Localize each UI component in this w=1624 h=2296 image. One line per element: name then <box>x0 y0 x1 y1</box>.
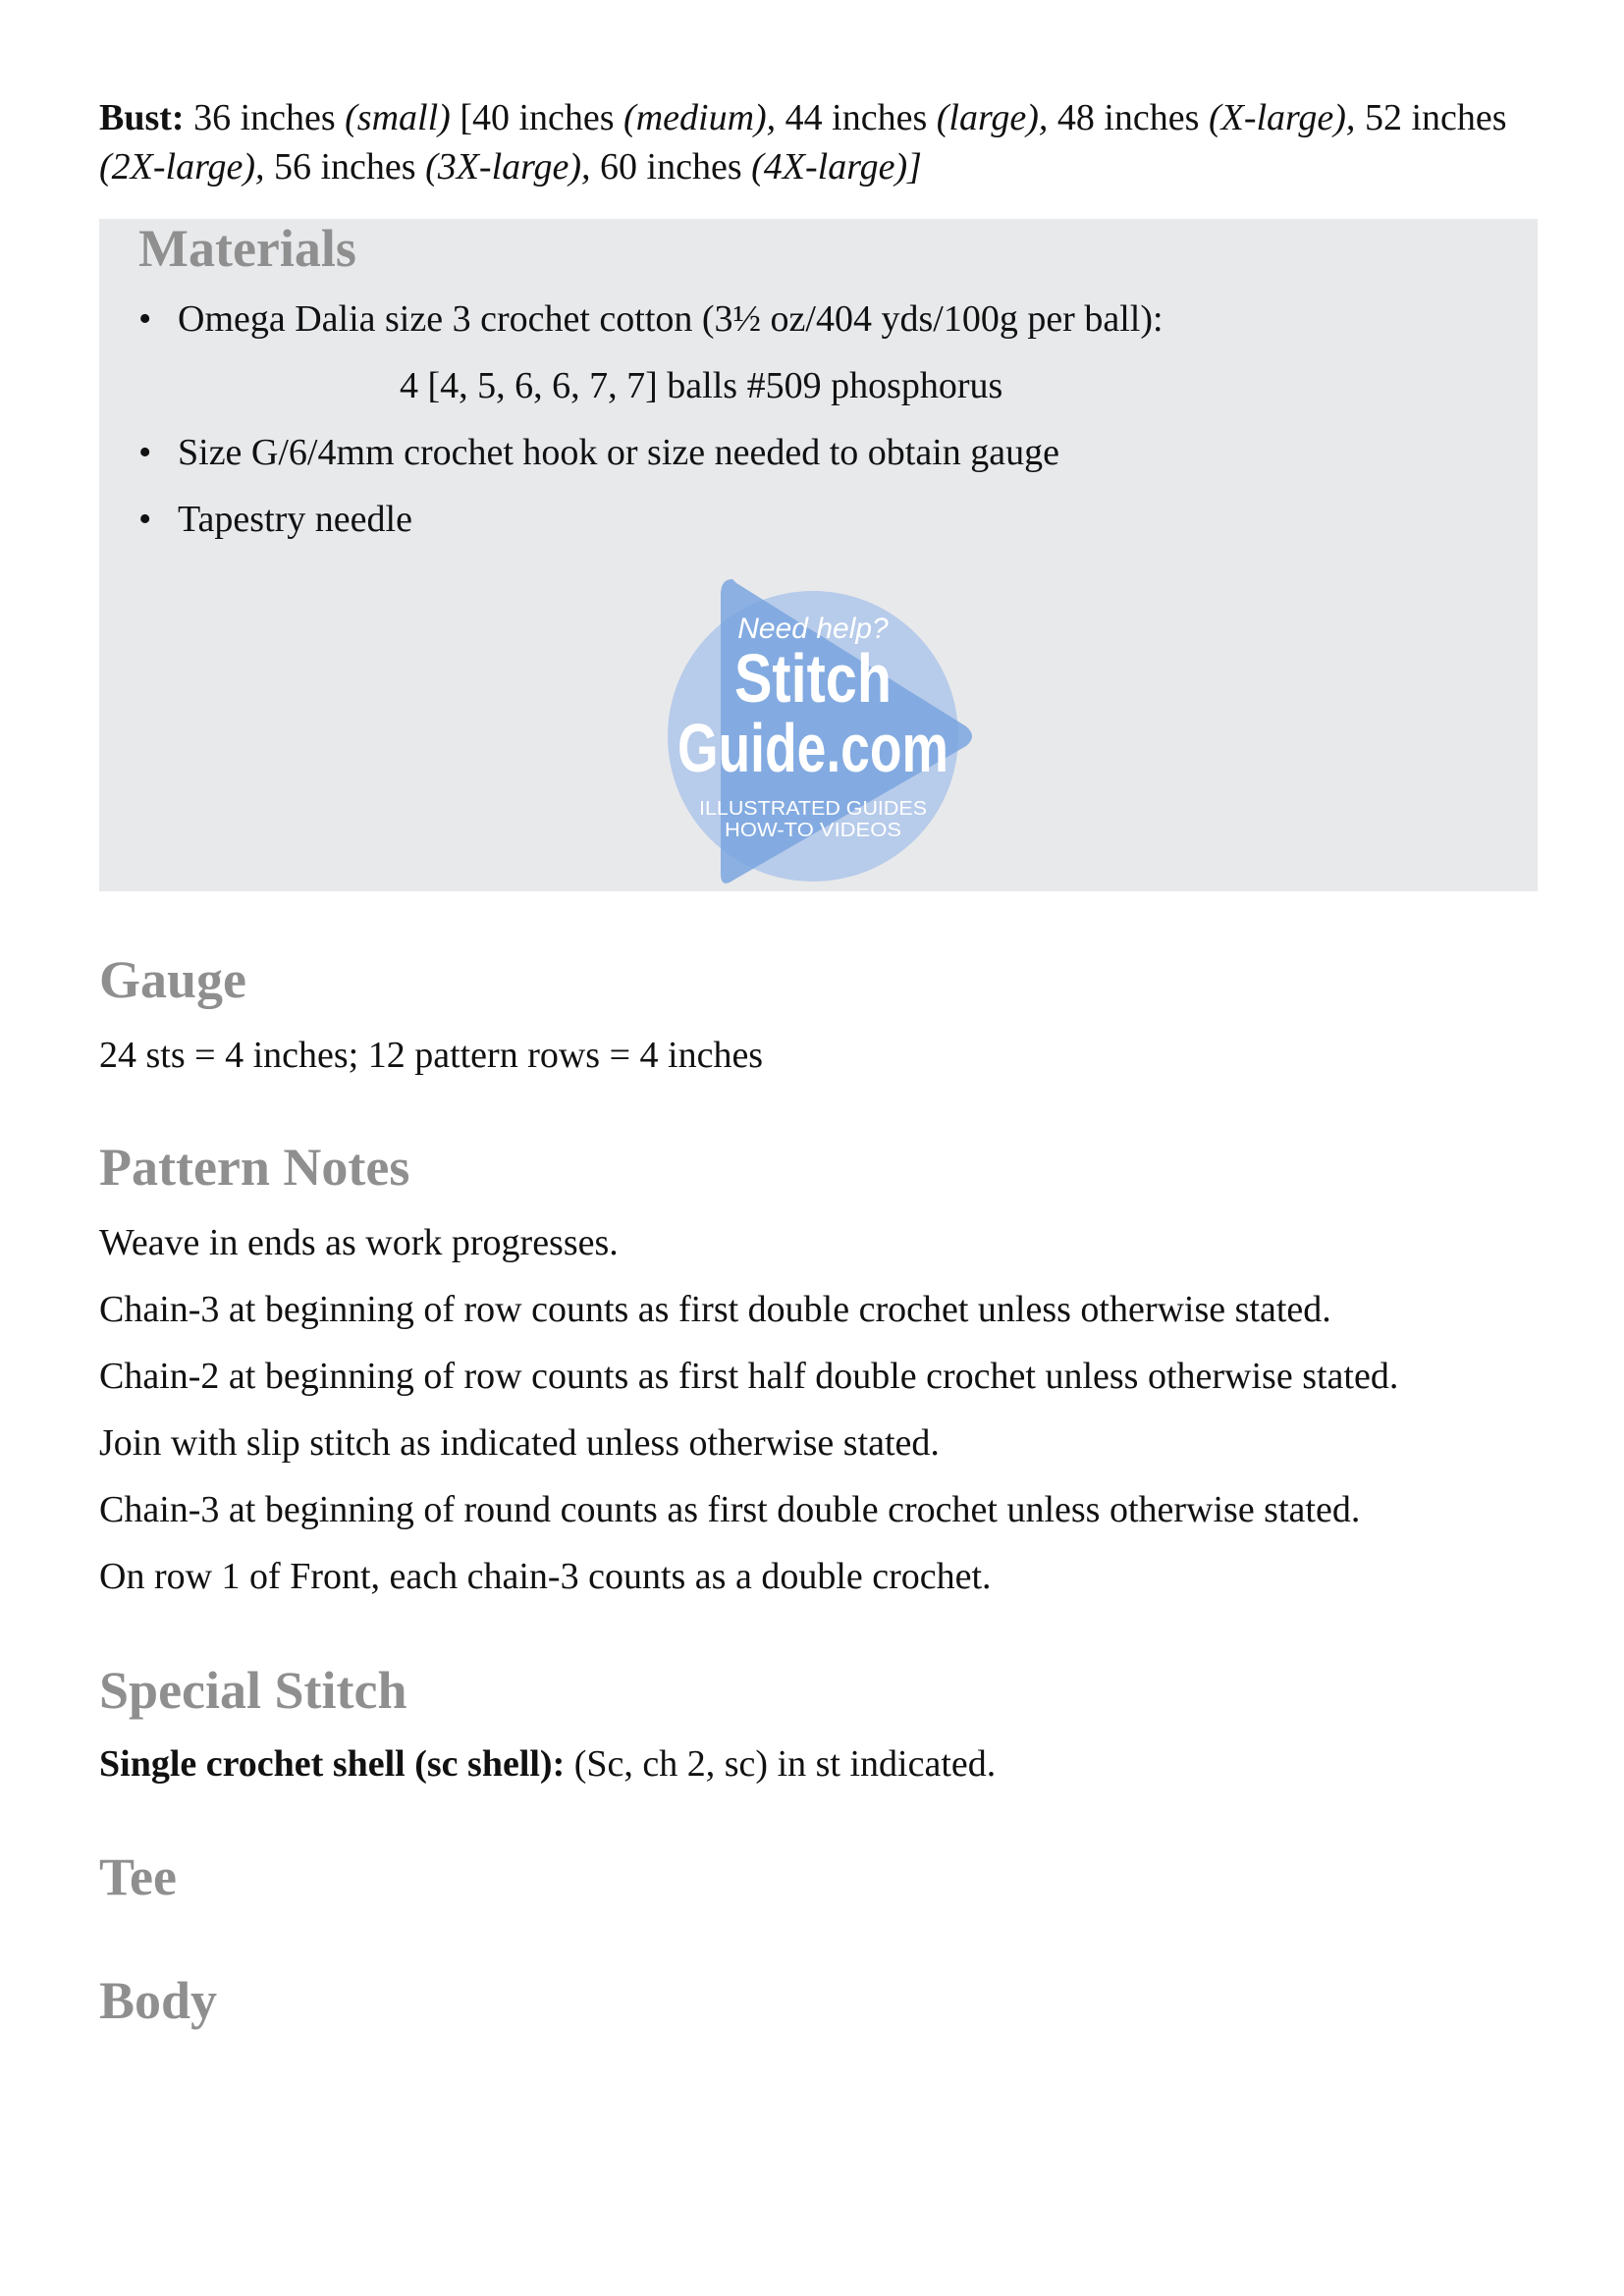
logo-word-guide: Guide.com <box>677 710 948 786</box>
tee-heading: Tee <box>99 1847 177 1906</box>
bullet: • <box>138 499 152 540</box>
materials-heading: Materials <box>138 219 356 278</box>
bust-size-4xlarge: 60 inches <box>590 146 752 187</box>
size-name-medium: (medium), <box>623 97 777 138</box>
bust-size-3xlarge: 56 inches <box>264 146 426 187</box>
bullet: • <box>138 298 152 340</box>
body-heading: Body <box>99 1971 218 2030</box>
materials-item-text: Tapestry needle <box>178 499 412 540</box>
size-name-4xlarge: (4X-large)] <box>751 146 922 187</box>
special-stitch-text: (Sc, ch 2, sc) in st indicated. <box>565 1743 997 1785</box>
bust-label: Bust: <box>99 97 185 138</box>
materials-box <box>99 219 1538 891</box>
special-stitch-term: Single crochet shell (sc shell): <box>99 1743 566 1785</box>
pattern-note: Chain-3 at beginning of round counts as first double crochet unless otherwise stated. <box>99 1489 1361 1530</box>
size-name-small: (small) <box>345 97 451 138</box>
stitchguide-logo[interactable] <box>664 579 978 889</box>
pattern-notes-heading: Pattern Notes <box>99 1138 410 1197</box>
size-name-2xlarge: (2X-large), <box>99 146 265 187</box>
logo-subtitle-guides: ILLUSTRATED GUIDES <box>699 798 927 820</box>
pattern-note: Chain-3 at beginning of row counts as first double crochet unless otherwise stated. <box>99 1289 1331 1330</box>
size-name-large: (large), <box>936 97 1049 138</box>
materials-item-text: Size G/6/4mm crochet hook or size needed to obtain gauge <box>178 432 1060 473</box>
special-stitch-heading: Special Stitch <box>99 1661 407 1720</box>
gauge-heading: Gauge <box>99 950 247 1009</box>
materials-sub-item: 4 [4, 5, 6, 6, 7, 7] balls #509 phosphorus <box>400 365 1003 406</box>
pattern-note: Weave in ends as work progresses. <box>99 1222 619 1263</box>
materials-item-text: Omega Dalia size 3 crochet cotton (3½ oz/404 yds/100g per ball): <box>178 298 1164 340</box>
logo-subtitle-videos: HOW-TO VIDEOS <box>725 820 901 841</box>
pattern-note: On row 1 of Front, each chain-3 counts as a double crochet. <box>99 1556 992 1597</box>
pattern-note: Join with slip stitch as indicated unless otherwise stated. <box>99 1422 940 1464</box>
bullet: • <box>138 432 152 473</box>
special-stitch-definition <box>99 1742 996 1786</box>
bust-size-small: 36 inches <box>184 97 346 138</box>
bust-size-large: 44 inches <box>776 97 937 138</box>
logo-word-stitch: Stitch <box>734 640 892 717</box>
bust-size-medium: [40 inches <box>450 97 624 138</box>
logo-tagline: Need help? <box>737 613 889 645</box>
bust-size-2xlarge: 52 inches <box>1355 97 1507 138</box>
bust-size-xlarge: 48 inches <box>1048 97 1209 138</box>
size-name-xlarge: (X-large), <box>1208 97 1356 138</box>
gauge-text: 24 sts = 4 inches; 12 pattern rows = 4 inches <box>99 1035 764 1076</box>
size-name-3xlarge: (3X-large), <box>425 146 591 187</box>
bust-sizes <box>99 93 1538 191</box>
pattern-note: Chain-2 at beginning of row counts as first half double crochet unless otherwise stated. <box>99 1356 1399 1397</box>
